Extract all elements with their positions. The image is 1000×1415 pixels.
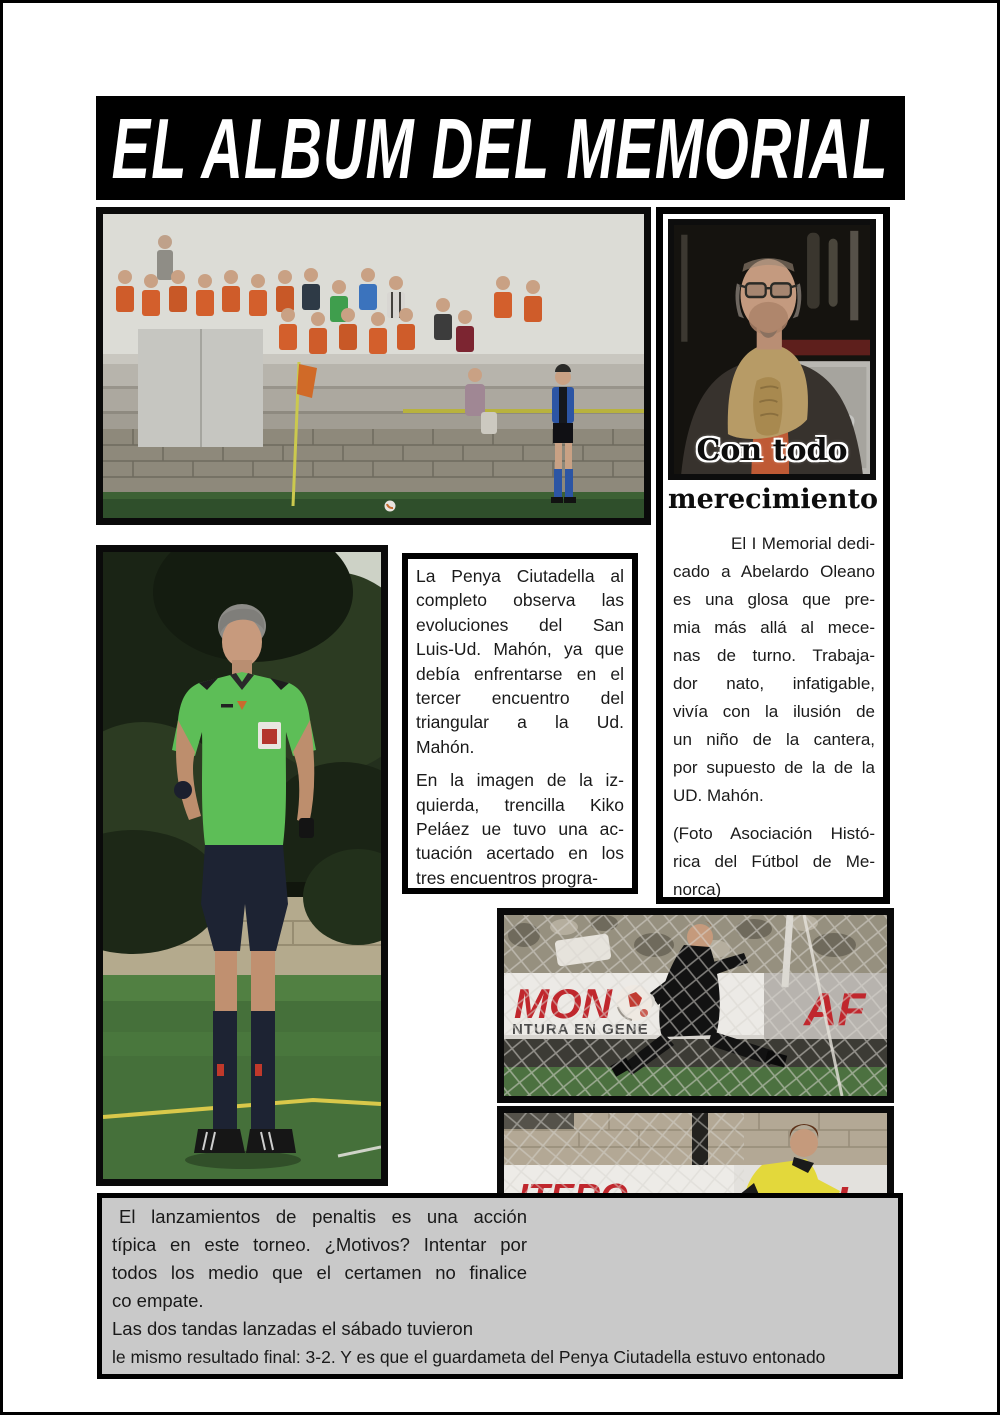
penalties-paragraph-2: Las dos tandas lanzadas el sábado tuvieron le mismo resultado final: 3-2. Y es que el guardameta del Penya Ciutadella estuvo entonado bbox=[112, 1318, 826, 1367]
caption-paragraph-1: La Penya Ciutadella al completo observa las evoluciones del San Luis-Ud. Mahón, ya que debía enfrentarse en el tercer encuentro del triangular a la Ud. Mahón. bbox=[416, 566, 624, 757]
shelf bbox=[780, 340, 870, 356]
gk1-art bbox=[504, 915, 887, 1096]
portrait-overlay-title: Con todo bbox=[696, 433, 848, 468]
wristwatch bbox=[174, 781, 192, 799]
page-title: EL ALBUM DEL MEMORIAL bbox=[112, 100, 889, 196]
memorial-photo-credit: (Foto Asociación Histó- rica del Fútbol de Me- norca) bbox=[673, 824, 875, 899]
soccer-ball bbox=[385, 501, 396, 512]
caption-paragraph-2: En la imagen de la iz- quierda, trencilla Kiko Peláez ue tuvo una ac- tuación acertado en los tres encuentros progra- bbox=[416, 770, 624, 888]
penalties-paragraph-1: El lanzamientos de penaltis es una acción típica en este torneo. ¿Motivos? Intentar por todos los medio que el certamen no finalice co empate. bbox=[112, 1206, 527, 1311]
referee-photo bbox=[96, 545, 388, 1186]
memorial-heading: merecimiento bbox=[668, 484, 878, 515]
abelardo-portrait-photo bbox=[668, 219, 876, 480]
goalkeeper-save-photo-1 bbox=[497, 908, 894, 1103]
stands-photo bbox=[96, 207, 651, 525]
penalties-text-box bbox=[97, 1193, 903, 1379]
caption-box bbox=[402, 553, 638, 894]
referee-photo-art bbox=[103, 552, 381, 1179]
memorial-paragraph: El I Memorial dedi- cado a Abelardo Oleano es una glosa que pre- mia más allá al mece- nas de turno. Trabaja- dor nato, infatigable, vivía con la ilusión de un niño de la cantera, por supuesto de la de la UD. Mahón. bbox=[673, 534, 875, 805]
memorial-column bbox=[656, 207, 890, 904]
stands-photo-art bbox=[103, 214, 644, 518]
goal-net bbox=[504, 915, 887, 1096]
title-banner bbox=[96, 96, 905, 200]
